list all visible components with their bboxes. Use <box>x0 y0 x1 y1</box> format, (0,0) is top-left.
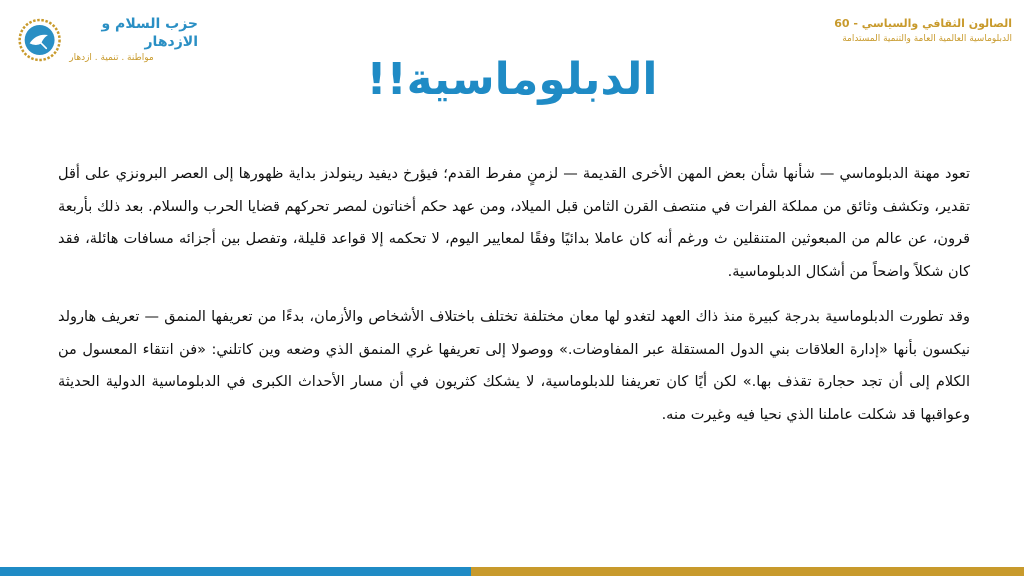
salon-header <box>772 16 1012 46</box>
party-name: حزب السلام و الازدهار <box>101 16 198 50</box>
footer-bar-gold <box>471 567 1024 576</box>
body-text <box>58 158 970 431</box>
paragraph-1: تعود مهنة الدبلوماسي — شأنها شأن بعض المهن الأخرى القديمة — لزمنٍ مفرط القدم؛ فيؤرخ ديفيد رينولدز بداية ظهورها إلى العصر البرونزي على أقل تقدير، وتكشف وثائق من مملكة الفرات في منتصف القرن الثامن قبل الميلاد، ومن عهد حكم أخناتون لمصر تحركهم قضايا الحرب والسلام. بعد ذلك بأربعة قرون، عن عالم من المبعوثين المتنقلين ث ورغم أنه كان عاملا بدائيًا وفقًا لمعايير اليوم، لا تحكمه إلا قواعد قليلة، وتفصل بين أجزائه مسافات هائلة، فقد كان شكلاً واضحاً من أشكال الدبلوماسية. <box>58 166 970 280</box>
salon-title: الصالون الثقافي والسياسي - 60 <box>834 17 1012 30</box>
party-slogan: مواطنة . تنمية . ازدهار <box>69 53 154 63</box>
footer-bar-blue <box>0 567 471 576</box>
salon-subtitle: الدبلوماسية العالمية العامة والتنمية المستدامة <box>842 34 1012 44</box>
paragraph-2: وقد تطورت الدبلوماسية بدرجة كبيرة منذ ذاك العهد لتغدو لها معان مختلفة تختلف باختلاف الأشخاص والأزمان، بدءًا من تعريفها المنمق — تعريف هارولد نيكسون بأنها «إدارة العلاقات بني الدول المستقلة عبر المفاوضات.» ووصولا إلى تعريفها غري المنمق الذي وضعه وين كاتلني: «فن انتقاء المعسول من الكلام إلى أن تجد حجارة تقذف بها.» لكن أيًا كان تعريفنا للدبلوماسية، لا يشكك كثريون في أن مسار الأحداث الكبرى في الدبلوماسية الدولية الحديثة وعواقبها قد شكلت عاملنا الذي نحيا فيه وغيرت منه. <box>58 309 970 423</box>
footer-bar <box>0 567 1024 576</box>
page-title: الدبلوماسية!! <box>366 54 658 105</box>
